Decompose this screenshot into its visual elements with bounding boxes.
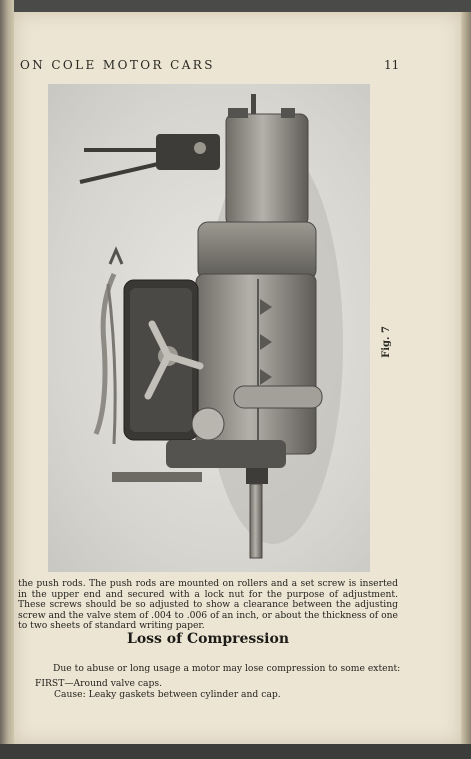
figure-label: Fig. 7 [380,326,392,358]
engine-photograph [48,84,370,572]
engine-illustration [48,84,370,572]
right-page-edge [461,12,471,744]
scan-bottom-band [0,744,471,759]
intro-line: Due to abuse or long usage a motor may lose compression to some extent: [53,663,401,674]
left-page-edge [0,0,14,759]
page-number: 11 [384,58,400,72]
section-heading: Loss of Compression [126,631,290,647]
first-item-line: FIRST—Around valve caps. [35,678,163,689]
cause-line: Cause: Leaky gaskets between cylinder and cap. [54,689,281,700]
body-paragraph: the push rods. The push rods are mounted on rollers and a set screw is inserted in the upper end and secured with a lock nut for the purpose of adjustment. These screws should be so adjusted to show a clearance between the adjusting screw and the valve stem of .004 to .006 of an inch, or about the thickness of one to two sheets of standard writing paper. [18,578,398,632]
running-head: ON COLE MOTOR CARS [20,58,215,72]
